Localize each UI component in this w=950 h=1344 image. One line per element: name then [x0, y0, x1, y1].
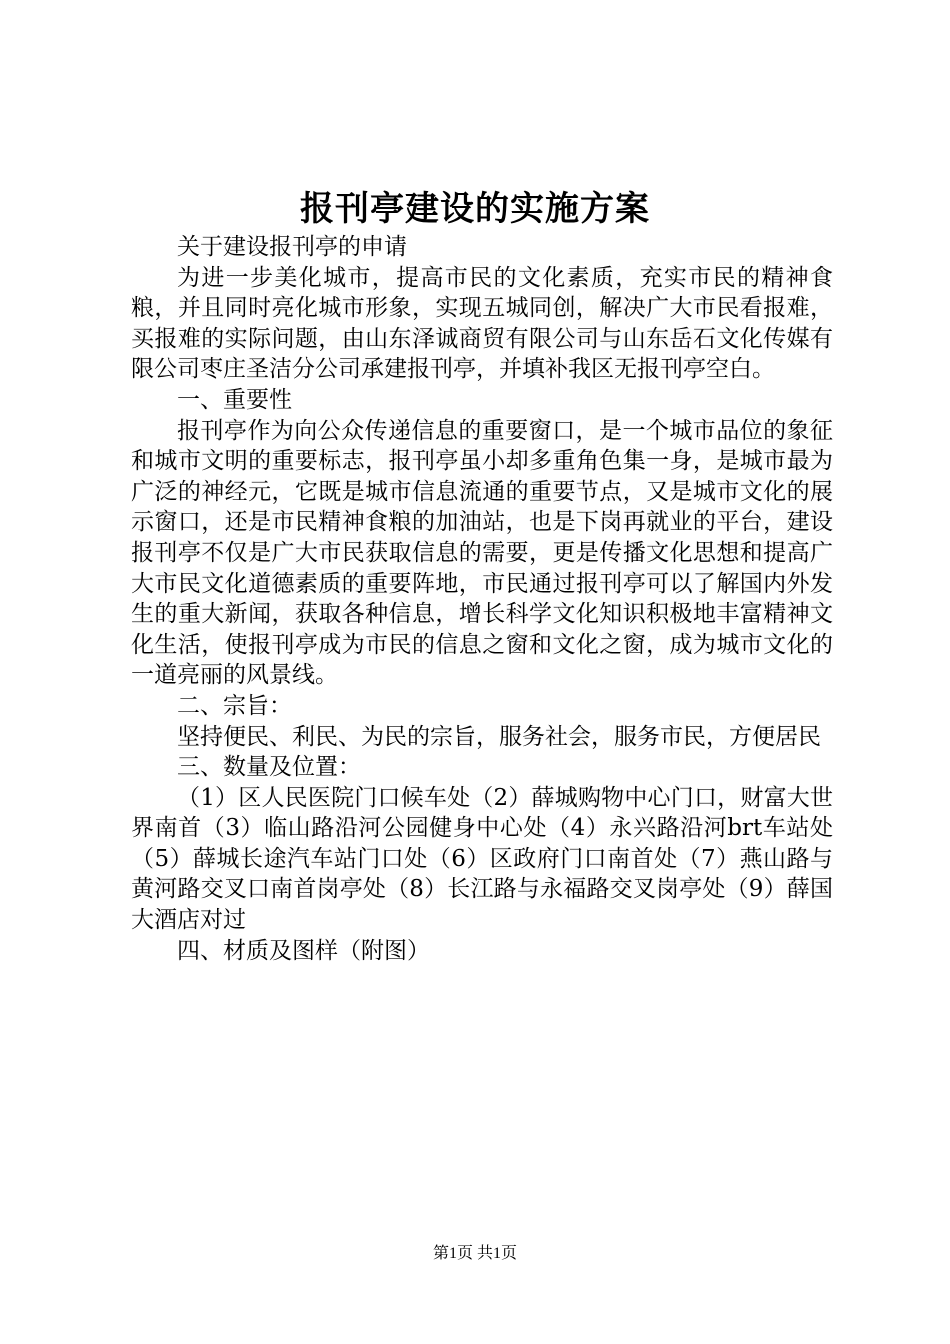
section-heading-importance: 一、重要性 [177, 386, 292, 413]
section-heading-locations: 三、数量及位置： [177, 754, 361, 781]
page-footer: 第1页 共1页 [432, 1245, 517, 1262]
paragraph-introduction: 为进一步美化城市，提高市民的文化素质，充实市民的精神食粮，并且同时亮化城市形象，实现五城同创，解决广大市民看报难，买报难的实际问题，由山东泽诚商贸有限公司与山东岳石文化传媒有限公司枣庄圣洁分公司承建报刊亭，并填补我区无报刊亭空白。 [131, 264, 833, 383]
section-heading-purpose: 二、宗旨： [177, 692, 292, 719]
section-heading-materials: 四、材质及图样（附图） [177, 937, 430, 964]
paragraph-purpose: 坚持便民、利民、为民的宗旨，服务社会，服务市民，方便居民 [177, 723, 821, 750]
paragraph-application-heading: 关于建设报刊亭的申请 [177, 234, 407, 260]
document-title: 报刊亭建设的实施方案 [300, 189, 650, 229]
document-body [131, 232, 833, 966]
paragraph-importance: 报刊亭作为向公众传递信息的重要窗口，是一个城市品位的象征和城市文明的重要标志，报刊亭虽小却多重角色集一身，是城市最为广泛的神经元，它既是城市信息流通的重要节点，又是城市文化的展示窗口，还是市民精神食粮的加油站，也是下岗再就业的平台，建设报刊亭不仅是广大市民获取信息的需要，更是传播文化思想和提高广大市民文化道德素质的重要阵地，市民通过报刊亭可以了解国内外发生的重大新闻，获取各种信息，增长科学文化知识积极地丰富精神文化生活，使报刊亭成为市民的信息之窗和文化之窗，成为城市文化的一道亮丽的风景线。 [131, 417, 833, 689]
paragraph-locations: （1）区人民医院门口候车处（2）薛城购物中心门口，财富大世界南首（3）临山路沿河公园健身中心处（4）永兴路沿河brt车站处（5）薛城长途汽车站门口处（6）区政府门口南首处（7）燕山路与黄河路交叉口南首岗亭处（8）长江路与永福路交叉岗亭处（9）薛国大酒店对过 [131, 784, 833, 934]
